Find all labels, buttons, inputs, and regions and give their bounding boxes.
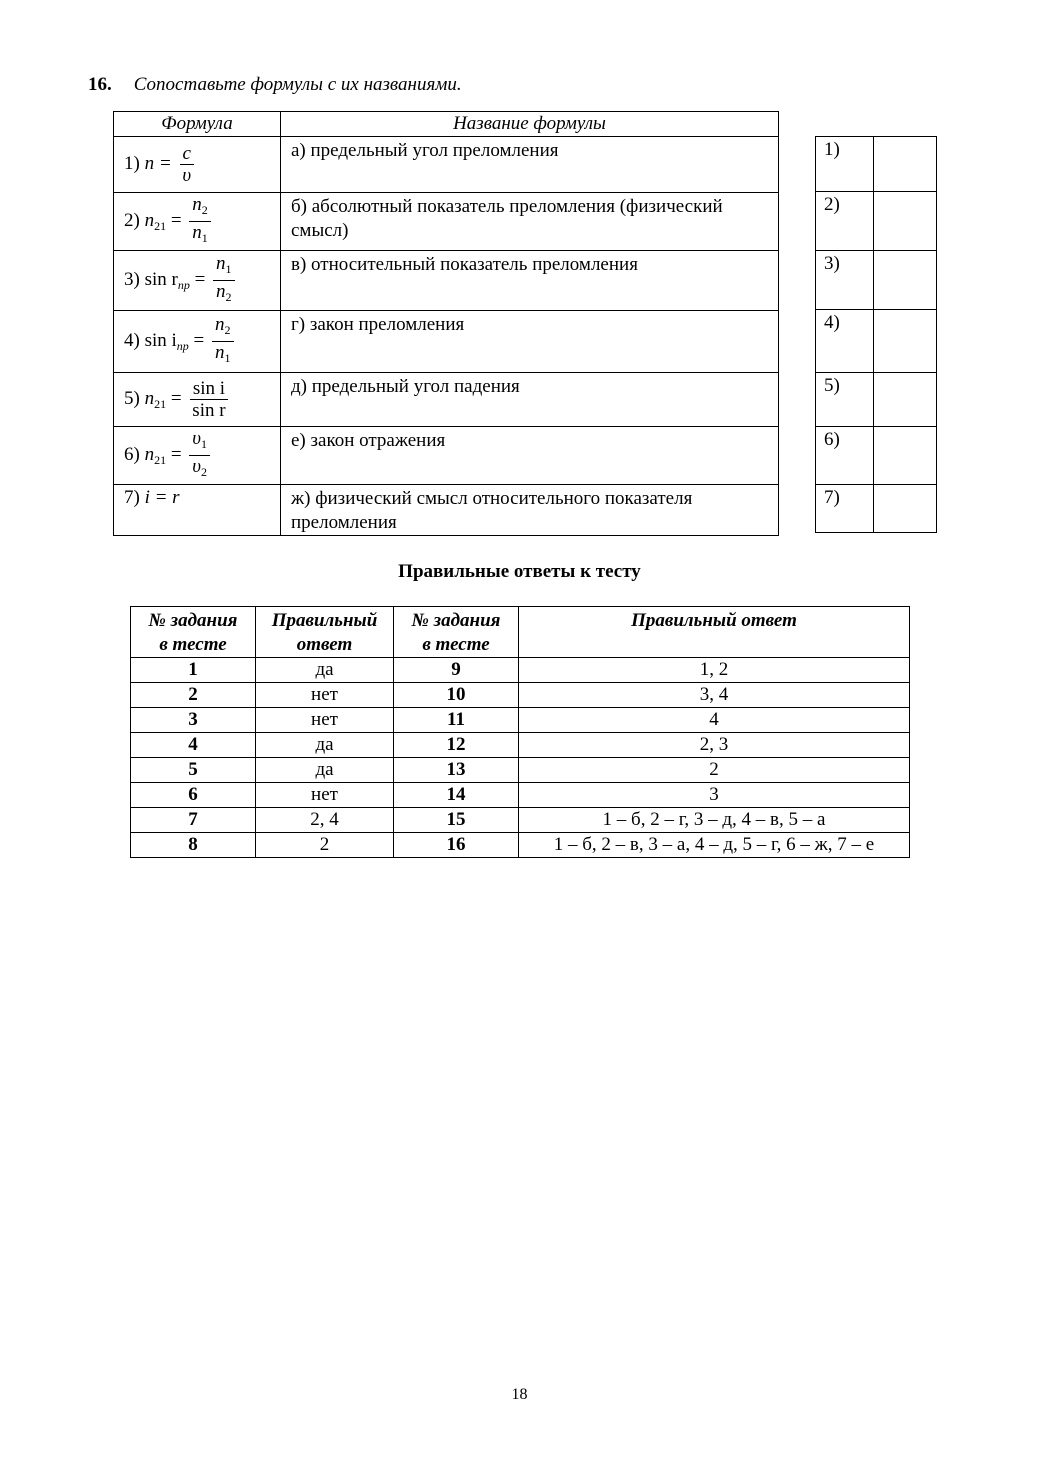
fraction: $\frac{\upsilon_1}{\upsilon_2}$: [189, 428, 210, 483]
answers-row: [131, 683, 910, 708]
match-label: 6): [816, 427, 874, 485]
answer-cell: 2: [519, 758, 910, 783]
answers-row: [131, 708, 910, 733]
match-row: [816, 310, 937, 373]
task-number-cell: 8: [131, 833, 256, 858]
answers-row: [131, 783, 910, 808]
task-number-cell: 4: [131, 733, 256, 758]
answer-cell: нет: [256, 683, 394, 708]
formula-cell: 4) $\sin i_{пр}$ = $\frac{n_2}{n_1}$: [114, 311, 281, 373]
answer-cell: да: [256, 658, 394, 683]
answer-cell: нет: [256, 708, 394, 733]
formula-row: [114, 485, 779, 536]
task-number-cell: 5: [131, 758, 256, 783]
formula-table-header: [114, 112, 779, 137]
task-number-cell: 10: [394, 683, 519, 708]
task-number-cell: 11: [394, 708, 519, 733]
match-label: 4): [816, 310, 874, 373]
formula-table: [113, 111, 779, 536]
match-row: [816, 137, 937, 192]
task-number-cell: 16: [394, 833, 519, 858]
formula-row: [114, 137, 779, 193]
answers-table: [130, 606, 910, 858]
header-formula-name: Название формулы: [281, 112, 779, 137]
task-number-cell: 13: [394, 758, 519, 783]
answers-row: [131, 733, 910, 758]
formula-name-cell: д) предельный угол падения: [281, 373, 779, 427]
task-number: 16.: [88, 74, 112, 95]
task-number-cell: 15: [394, 808, 519, 833]
answers-header-row: [131, 607, 910, 658]
header-formula: Формула: [114, 112, 281, 137]
formula-cell: 6) $n_{21}$ = $\frac{\upsilon_1}{\upsilon_2}$: [114, 427, 281, 485]
answer-cell: 2: [256, 833, 394, 858]
fraction: $\frac{n_2}{n_1}$: [212, 314, 234, 369]
fraction: $\frac{n_1}{n_2}$: [213, 253, 235, 308]
task-number-cell: 12: [394, 733, 519, 758]
formula-name-cell: а) предельный угол преломления: [281, 137, 779, 193]
formula-row: [114, 427, 779, 485]
formula-name-cell: в) относительный показатель преломления: [281, 251, 779, 311]
answer-box[interactable]: [874, 427, 937, 485]
fraction: $\frac{n_2}{n_1}$: [189, 194, 211, 249]
answers-row: [131, 758, 910, 783]
formula-name-cell: б) абсолютный показатель преломления (физический смысл): [281, 193, 779, 251]
formula-name-cell: г) закон преломления: [281, 311, 779, 373]
fraction: $\frac{c}{\upsilon}$: [179, 143, 194, 186]
answers-title: Правильные ответы к тесту: [398, 561, 641, 582]
answer-cell: 2, 3: [519, 733, 910, 758]
match-label: 1): [816, 137, 874, 192]
task-number-cell: 3: [131, 708, 256, 733]
task-number-cell: 9: [394, 658, 519, 683]
header-task-number: № задания в тесте: [394, 607, 519, 658]
formula-row: [114, 311, 779, 373]
fraction: $\frac{\text{sin i}}{\text{sin r}}$: [189, 378, 228, 421]
task-number-cell: 14: [394, 783, 519, 808]
answer-box[interactable]: [874, 310, 937, 373]
header-correct-answer: Правильный ответ: [256, 607, 394, 658]
answer-cell: 4: [519, 708, 910, 733]
task-number-cell: 7: [131, 808, 256, 833]
answer-box[interactable]: [874, 192, 937, 251]
answer-box[interactable]: [874, 251, 937, 310]
match-row: [816, 192, 937, 251]
task-header: [88, 74, 462, 96]
task-number-cell: 1: [131, 658, 256, 683]
formula-cell: 2) $n_{21}$ = $\frac{n_2}{n_1}$: [114, 193, 281, 251]
answer-cell: 1 – б, 2 – в, 3 – а, 4 – д, 5 – г, 6 – ж, 7 – е: [519, 833, 910, 858]
header-task-number: № задания в тесте: [131, 607, 256, 658]
formula-cell: 1) n = $\frac{c}{\upsilon}$: [114, 137, 281, 193]
answer-cell: 2, 4: [256, 808, 394, 833]
formula-name-cell: е) закон отражения: [281, 427, 779, 485]
answers-row: [131, 833, 910, 858]
match-label: 3): [816, 251, 874, 310]
task-number-cell: 2: [131, 683, 256, 708]
answers-body: [131, 658, 910, 858]
formula-name-cell: ж) физический смысл относительного показателя преломления: [281, 485, 779, 536]
answers-row: [131, 658, 910, 683]
answer-cell: 3: [519, 783, 910, 808]
answer-box[interactable]: [874, 137, 937, 192]
formula-cell: 7) i = r: [114, 485, 281, 536]
answer-cell: да: [256, 758, 394, 783]
answer-cell: нет: [256, 783, 394, 808]
page-number: 18: [511, 1386, 528, 1403]
match-row: [816, 373, 937, 427]
match-row: [816, 485, 937, 533]
task-instruction: Сопоставьте формулы с их названиями.: [133, 74, 462, 95]
formula-row: [114, 373, 779, 427]
answer-cell: 3, 4: [519, 683, 910, 708]
answer-match-grid: [815, 136, 937, 533]
formula-cell: 5) $n_{21}$ = $\frac{\text{sin i}}{\text{sin r}}$: [114, 373, 281, 427]
answers-row: [131, 808, 910, 833]
match-label: 7): [816, 485, 874, 533]
header-correct-answer: Правильный ответ: [519, 607, 910, 658]
match-label: 5): [816, 373, 874, 427]
match-label: 2): [816, 192, 874, 251]
answer-cell: да: [256, 733, 394, 758]
formula-row: [114, 251, 779, 311]
formula-cell: 3) $\sin r_{пр}$ = $\frac{n_1}{n_2}$: [114, 251, 281, 311]
answer-cell: 1, 2: [519, 658, 910, 683]
formula-row: [114, 193, 779, 251]
answer-box[interactable]: [874, 373, 937, 427]
answer-cell: 1 – б, 2 – г, 3 – д, 4 – в, 5 – а: [519, 808, 910, 833]
task-number-cell: 6: [131, 783, 256, 808]
match-row: [816, 251, 937, 310]
answer-box[interactable]: [874, 485, 937, 533]
match-row: [816, 427, 937, 485]
